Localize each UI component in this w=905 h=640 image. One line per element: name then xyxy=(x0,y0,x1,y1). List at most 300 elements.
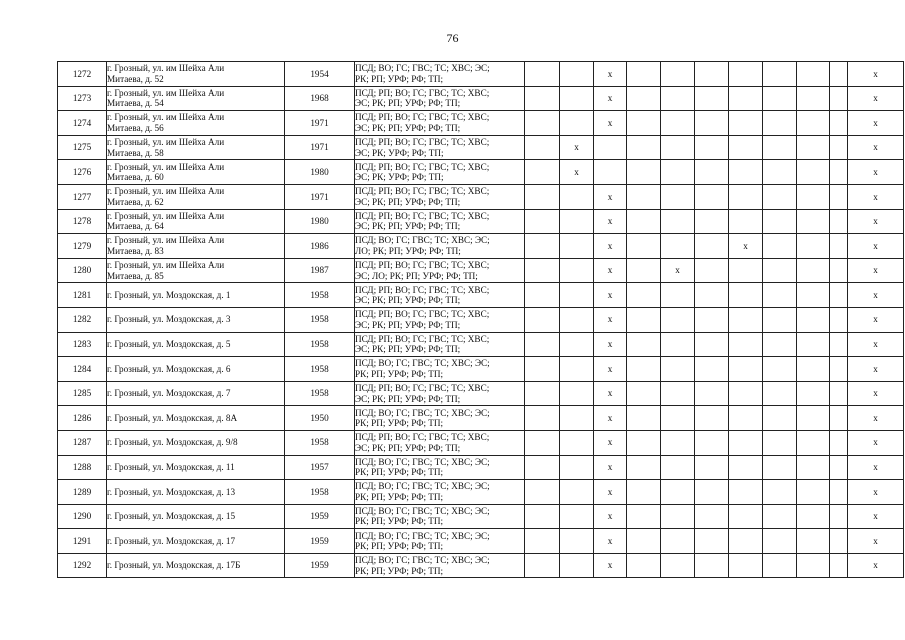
mark-cell xyxy=(729,406,763,431)
row-number-cell: 1275 xyxy=(58,135,107,160)
mark-cell xyxy=(830,160,848,185)
address-cell: г. Грозный, ул. им Шейха Али Митаева, д. 54 xyxy=(107,86,285,111)
mark-cell xyxy=(797,332,830,357)
mark-cell xyxy=(560,553,594,578)
mark-cell: x xyxy=(848,234,904,259)
row-number-cell: 1284 xyxy=(58,357,107,382)
mark-cell xyxy=(830,406,848,431)
mark-cell xyxy=(797,529,830,554)
mark-cell xyxy=(763,160,797,185)
mark-cell xyxy=(525,209,560,234)
mark-cell xyxy=(661,430,695,455)
mark-cell xyxy=(627,406,661,431)
systems-cell: ПСД; ВО; ГС; ГВС; ТС; ХВС; ЭС; РК; РП; УРФ; РФ; ТП; xyxy=(355,553,525,578)
mark-cell xyxy=(797,86,830,111)
mark-cell xyxy=(560,209,594,234)
mark-cell: x xyxy=(594,529,627,554)
mark-cell xyxy=(830,529,848,554)
mark-cell xyxy=(797,283,830,308)
mark-cell: x xyxy=(594,86,627,111)
mark-cell xyxy=(627,258,661,283)
mark-cell xyxy=(661,160,695,185)
year-cell: 1958 xyxy=(285,307,355,332)
table-row xyxy=(58,406,904,431)
year-cell: 1959 xyxy=(285,529,355,554)
mark-cell xyxy=(627,553,661,578)
mark-cell xyxy=(560,111,594,136)
mark-cell xyxy=(560,357,594,382)
year-cell: 1986 xyxy=(285,234,355,259)
mark-cell: x xyxy=(848,283,904,308)
address-cell: г. Грозный, ул. им Шейха Али Митаева, д. 52 xyxy=(107,62,285,87)
mark-cell xyxy=(763,480,797,505)
mark-cell xyxy=(525,357,560,382)
mark-cell: x xyxy=(594,307,627,332)
mark-cell xyxy=(797,480,830,505)
mark-cell xyxy=(627,332,661,357)
mark-cell: x xyxy=(848,553,904,578)
mark-cell xyxy=(525,504,560,529)
mark-cell xyxy=(695,160,729,185)
mark-cell xyxy=(830,430,848,455)
mark-cell: x xyxy=(848,62,904,87)
table-row xyxy=(58,455,904,480)
mark-cell xyxy=(729,283,763,308)
mark-cell xyxy=(763,62,797,87)
mark-cell: x xyxy=(848,209,904,234)
mark-cell xyxy=(560,184,594,209)
year-cell: 1959 xyxy=(285,504,355,529)
mark-cell xyxy=(797,258,830,283)
mark-cell xyxy=(627,430,661,455)
mark-cell: x xyxy=(848,455,904,480)
mark-cell: x xyxy=(848,135,904,160)
systems-cell: ПСД; РП; ВО; ГС; ГВС; ТС; ХВС; ЭС; РК; УРФ; РФ; ТП; xyxy=(355,135,525,160)
mark-cell: x xyxy=(848,381,904,406)
row-number-cell: 1274 xyxy=(58,111,107,136)
mark-cell xyxy=(525,480,560,505)
mark-cell xyxy=(661,62,695,87)
mark-cell xyxy=(525,307,560,332)
address-cell: г. Грозный, ул. Моздокская, д. 11 xyxy=(107,455,285,480)
mark-cell: x xyxy=(594,553,627,578)
mark-cell xyxy=(763,135,797,160)
mark-cell xyxy=(560,406,594,431)
mark-cell xyxy=(525,160,560,185)
mark-cell xyxy=(627,381,661,406)
mark-cell xyxy=(695,529,729,554)
mark-cell: x xyxy=(848,504,904,529)
mark-cell xyxy=(729,258,763,283)
mark-cell xyxy=(830,332,848,357)
mark-cell xyxy=(525,258,560,283)
mark-cell xyxy=(763,234,797,259)
mark-cell xyxy=(525,111,560,136)
address-cell: г. Грозный, ул. Моздокская, д. 1 xyxy=(107,283,285,308)
mark-cell xyxy=(525,135,560,160)
row-number-cell: 1292 xyxy=(58,553,107,578)
address-cell: г. Грозный, ул. Моздокская, д. 13 xyxy=(107,480,285,505)
mark-cell xyxy=(830,381,848,406)
row-number-cell: 1289 xyxy=(58,480,107,505)
mark-cell xyxy=(594,135,627,160)
mark-cell xyxy=(729,480,763,505)
mark-cell xyxy=(525,86,560,111)
mark-cell xyxy=(830,111,848,136)
mark-cell xyxy=(797,111,830,136)
mark-cell: x xyxy=(594,381,627,406)
mark-cell xyxy=(763,283,797,308)
mark-cell: x xyxy=(848,430,904,455)
mark-cell: x xyxy=(848,357,904,382)
mark-cell: x xyxy=(848,529,904,554)
mark-cell xyxy=(763,86,797,111)
mark-cell: x xyxy=(848,406,904,431)
address-cell: г. Грозный, ул. Моздокская, д. 6 xyxy=(107,357,285,382)
row-number-cell: 1272 xyxy=(58,62,107,87)
mark-cell xyxy=(830,357,848,382)
table-row xyxy=(58,258,904,283)
table-row xyxy=(58,135,904,160)
year-cell: 1954 xyxy=(285,62,355,87)
mark-cell: x xyxy=(560,160,594,185)
mark-cell xyxy=(729,455,763,480)
mark-cell xyxy=(627,357,661,382)
mark-cell xyxy=(729,332,763,357)
systems-cell: ПСД; РП; ВО; ГС; ГВС; ТС; ХВС; ЭС; РК; РП; УРФ; РФ; ТП; xyxy=(355,111,525,136)
address-cell: г. Грозный, ул. им Шейха Али Митаева, д. 60 xyxy=(107,160,285,185)
mark-cell xyxy=(830,135,848,160)
row-number-cell: 1281 xyxy=(58,283,107,308)
mark-cell xyxy=(560,504,594,529)
mark-cell xyxy=(661,357,695,382)
mark-cell: x xyxy=(594,258,627,283)
mark-cell xyxy=(661,184,695,209)
mark-cell xyxy=(627,135,661,160)
year-cell: 1980 xyxy=(285,160,355,185)
mark-cell: x xyxy=(848,480,904,505)
systems-cell: ПСД; ВО; ГС; ГВС; ТС; ХВС; ЭС; РК; РП; УРФ; РФ; ТП; xyxy=(355,504,525,529)
systems-cell: ПСД; РП; ВО; ГС; ГВС; ТС; ХВС; ЭС; РК; РП; УРФ; РФ; ТП; xyxy=(355,209,525,234)
mark-cell xyxy=(525,529,560,554)
row-number-cell: 1278 xyxy=(58,209,107,234)
building-registry-table xyxy=(57,61,904,578)
mark-cell xyxy=(729,430,763,455)
table-row xyxy=(58,86,904,111)
mark-cell xyxy=(560,381,594,406)
mark-cell: x xyxy=(560,135,594,160)
mark-cell: x xyxy=(594,234,627,259)
table-row xyxy=(58,283,904,308)
mark-cell xyxy=(797,234,830,259)
row-number-cell: 1280 xyxy=(58,258,107,283)
mark-cell xyxy=(695,209,729,234)
mark-cell xyxy=(797,381,830,406)
year-cell: 1958 xyxy=(285,332,355,357)
mark-cell xyxy=(525,406,560,431)
mark-cell xyxy=(661,406,695,431)
mark-cell xyxy=(627,234,661,259)
table-row xyxy=(58,504,904,529)
mark-cell xyxy=(830,455,848,480)
mark-cell xyxy=(763,307,797,332)
mark-cell xyxy=(830,234,848,259)
mark-cell xyxy=(560,234,594,259)
mark-cell xyxy=(525,381,560,406)
table-row xyxy=(58,381,904,406)
table-row xyxy=(58,209,904,234)
mark-cell: x xyxy=(594,430,627,455)
mark-cell xyxy=(560,430,594,455)
mark-cell xyxy=(729,209,763,234)
year-cell: 1971 xyxy=(285,135,355,160)
mark-cell xyxy=(729,357,763,382)
mark-cell: x xyxy=(594,184,627,209)
mark-cell: x xyxy=(594,283,627,308)
table-row xyxy=(58,480,904,505)
mark-cell xyxy=(560,529,594,554)
year-cell: 1958 xyxy=(285,357,355,382)
row-number-cell: 1277 xyxy=(58,184,107,209)
mark-cell xyxy=(661,111,695,136)
year-cell: 1957 xyxy=(285,455,355,480)
mark-cell xyxy=(763,357,797,382)
mark-cell xyxy=(525,430,560,455)
mark-cell xyxy=(627,209,661,234)
mark-cell xyxy=(695,553,729,578)
mark-cell xyxy=(763,553,797,578)
mark-cell xyxy=(627,455,661,480)
mark-cell: x xyxy=(848,332,904,357)
row-number-cell: 1283 xyxy=(58,332,107,357)
mark-cell xyxy=(830,184,848,209)
row-number-cell: 1290 xyxy=(58,504,107,529)
mark-cell xyxy=(763,529,797,554)
mark-cell xyxy=(729,504,763,529)
mark-cell xyxy=(763,504,797,529)
mark-cell xyxy=(661,209,695,234)
mark-cell xyxy=(797,62,830,87)
mark-cell xyxy=(560,455,594,480)
mark-cell xyxy=(695,86,729,111)
mark-cell xyxy=(661,86,695,111)
mark-cell xyxy=(830,62,848,87)
address-cell: г. Грозный, ул. Моздокская, д. 9/8 xyxy=(107,430,285,455)
row-number-cell: 1276 xyxy=(58,160,107,185)
mark-cell xyxy=(763,184,797,209)
mark-cell: x xyxy=(594,209,627,234)
mark-cell xyxy=(661,234,695,259)
systems-cell: ПСД; ВО; ГС; ГВС; ТС; ХВС; ЭС; ЛО; РК; РП; УРФ; РФ; ТП; xyxy=(355,234,525,259)
systems-cell: ПСД; РП; ВО; ГС; ГВС; ТС; ХВС; ЭС; РК; РП; УРФ; РФ; ТП; xyxy=(355,283,525,308)
mark-cell: x xyxy=(594,406,627,431)
mark-cell: x xyxy=(594,480,627,505)
year-cell: 1958 xyxy=(285,283,355,308)
mark-cell xyxy=(830,307,848,332)
systems-cell: ПСД; РП; ВО; ГС; ГВС; ТС; ХВС; ЭС; РК; РП; УРФ; РФ; ТП; xyxy=(355,332,525,357)
mark-cell xyxy=(661,381,695,406)
row-number-cell: 1286 xyxy=(58,406,107,431)
mark-cell xyxy=(525,184,560,209)
mark-cell xyxy=(661,283,695,308)
mark-cell xyxy=(695,234,729,259)
year-cell: 1958 xyxy=(285,381,355,406)
mark-cell: x xyxy=(594,357,627,382)
mark-cell xyxy=(729,86,763,111)
year-cell: 1958 xyxy=(285,430,355,455)
mark-cell xyxy=(525,455,560,480)
mark-cell xyxy=(729,111,763,136)
mark-cell xyxy=(830,258,848,283)
table-row xyxy=(58,62,904,87)
mark-cell xyxy=(627,86,661,111)
mark-cell xyxy=(729,62,763,87)
mark-cell: x xyxy=(594,455,627,480)
year-cell: 1968 xyxy=(285,86,355,111)
mark-cell xyxy=(797,160,830,185)
mark-cell xyxy=(627,160,661,185)
mark-cell xyxy=(830,86,848,111)
mark-cell xyxy=(763,258,797,283)
systems-cell: ПСД; ВО; ГС; ГВС; ТС; ХВС; ЭС; РК; РП; УРФ; РФ; ТП; xyxy=(355,455,525,480)
mark-cell: x xyxy=(594,504,627,529)
mark-cell xyxy=(729,160,763,185)
mark-cell xyxy=(627,184,661,209)
mark-cell xyxy=(797,184,830,209)
mark-cell xyxy=(661,455,695,480)
mark-cell xyxy=(830,553,848,578)
systems-cell: ПСД; ВО; ГС; ГВС; ТС; ХВС; ЭС; РК; РП; УРФ; РФ; ТП; xyxy=(355,357,525,382)
mark-cell xyxy=(525,553,560,578)
systems-cell: ПСД; РП; ВО; ГС; ГВС; ТС; ХВС; ЭС; РК; РП; УРФ; РФ; ТП; xyxy=(355,307,525,332)
mark-cell xyxy=(729,529,763,554)
row-number-cell: 1282 xyxy=(58,307,107,332)
systems-cell: ПСД; ВО; ГС; ГВС; ТС; ХВС; ЭС; РК; РП; УРФ; РФ; ТП; xyxy=(355,406,525,431)
mark-cell xyxy=(560,307,594,332)
mark-cell xyxy=(763,455,797,480)
mark-cell xyxy=(830,283,848,308)
mark-cell xyxy=(763,111,797,136)
systems-cell: ПСД; ВО; ГС; ГВС; ТС; ХВС; ЭС; РК; РП; УРФ; РФ; ТП; xyxy=(355,62,525,87)
mark-cell xyxy=(830,209,848,234)
mark-cell xyxy=(627,504,661,529)
mark-cell xyxy=(695,307,729,332)
systems-cell: ПСД; РП; ВО; ГС; ГВС; ТС; ХВС; ЭС; РК; РП; УРФ; РФ; ТП; xyxy=(355,184,525,209)
mark-cell xyxy=(729,553,763,578)
mark-cell xyxy=(695,184,729,209)
mark-cell xyxy=(525,234,560,259)
table-row xyxy=(58,529,904,554)
year-cell: 1958 xyxy=(285,480,355,505)
mark-cell xyxy=(525,62,560,87)
table-row xyxy=(58,430,904,455)
mark-cell xyxy=(695,381,729,406)
address-cell: г. Грозный, ул. Моздокская, д. 17 xyxy=(107,529,285,554)
mark-cell: x xyxy=(848,86,904,111)
mark-cell: x xyxy=(729,234,763,259)
mark-cell xyxy=(560,480,594,505)
mark-cell xyxy=(695,430,729,455)
address-cell: г. Грозный, ул. Моздокская, д. 5 xyxy=(107,332,285,357)
address-cell: г. Грозный, ул. им Шейха Али Митаева, д. 56 xyxy=(107,111,285,136)
table-row xyxy=(58,307,904,332)
address-cell: г. Грозный, ул. Моздокская, д. 8А xyxy=(107,406,285,431)
mark-cell xyxy=(560,283,594,308)
mark-cell xyxy=(560,86,594,111)
mark-cell xyxy=(525,332,560,357)
systems-cell: ПСД; ВО; ГС; ГВС; ТС; ХВС; ЭС; РК; РП; УРФ; РФ; ТП; xyxy=(355,480,525,505)
table-row xyxy=(58,160,904,185)
mark-cell xyxy=(729,184,763,209)
systems-cell: ПСД; РП; ВО; ГС; ГВС; ТС; ХВС; ЭС; РК; РП; УРФ; РФ; ТП; xyxy=(355,86,525,111)
year-cell: 1980 xyxy=(285,209,355,234)
mark-cell xyxy=(627,283,661,308)
mark-cell xyxy=(763,209,797,234)
mark-cell xyxy=(560,332,594,357)
mark-cell xyxy=(763,430,797,455)
year-cell: 1971 xyxy=(285,111,355,136)
mark-cell xyxy=(695,283,729,308)
mark-cell xyxy=(627,529,661,554)
table-row xyxy=(58,553,904,578)
row-number-cell: 1279 xyxy=(58,234,107,259)
mark-cell xyxy=(695,258,729,283)
mark-cell xyxy=(830,480,848,505)
systems-cell: ПСД; РП; ВО; ГС; ГВС; ТС; ХВС; ЭС; РК; УРФ; РФ; ТП; xyxy=(355,160,525,185)
address-cell: г. Грозный, ул. Моздокская, д. 15 xyxy=(107,504,285,529)
systems-cell: ПСД; РП; ВО; ГС; ГВС; ТС; ХВС; ЭС; РК; РП; УРФ; РФ; ТП; xyxy=(355,381,525,406)
year-cell: 1959 xyxy=(285,553,355,578)
mark-cell xyxy=(695,406,729,431)
mark-cell xyxy=(797,406,830,431)
mark-cell xyxy=(695,504,729,529)
address-cell: г. Грозный, ул. им Шейха Али Митаева, д. 62 xyxy=(107,184,285,209)
mark-cell xyxy=(560,62,594,87)
mark-cell xyxy=(729,307,763,332)
mark-cell: x xyxy=(594,62,627,87)
mark-cell xyxy=(661,307,695,332)
mark-cell xyxy=(797,455,830,480)
page-number: 76 xyxy=(446,31,459,45)
address-cell: г. Грозный, ул. им Шейха Али Митаева, д. 64 xyxy=(107,209,285,234)
mark-cell xyxy=(797,209,830,234)
row-number-cell: 1288 xyxy=(58,455,107,480)
year-cell: 1971 xyxy=(285,184,355,209)
mark-cell xyxy=(763,332,797,357)
mark-cell xyxy=(797,357,830,382)
address-cell: г. Грозный, ул. Моздокская, д. 17Б xyxy=(107,553,285,578)
mark-cell xyxy=(661,332,695,357)
table-row xyxy=(58,111,904,136)
row-number-cell: 1285 xyxy=(58,381,107,406)
systems-cell: ПСД; РП; ВО; ГС; ГВС; ТС; ХВС; ЭС; РК; РП; УРФ; РФ; ТП; xyxy=(355,430,525,455)
mark-cell xyxy=(661,480,695,505)
mark-cell: x xyxy=(848,111,904,136)
mark-cell xyxy=(695,332,729,357)
table-body xyxy=(58,62,904,578)
year-cell: 1987 xyxy=(285,258,355,283)
mark-cell xyxy=(661,504,695,529)
mark-cell xyxy=(729,135,763,160)
mark-cell xyxy=(763,381,797,406)
mark-cell xyxy=(797,307,830,332)
mark-cell xyxy=(661,529,695,554)
mark-cell: x xyxy=(848,307,904,332)
address-cell: г. Грозный, ул. им Шейха Али Митаева, д. 85 xyxy=(107,258,285,283)
mark-cell: x xyxy=(594,111,627,136)
mark-cell xyxy=(797,430,830,455)
mark-cell xyxy=(627,111,661,136)
